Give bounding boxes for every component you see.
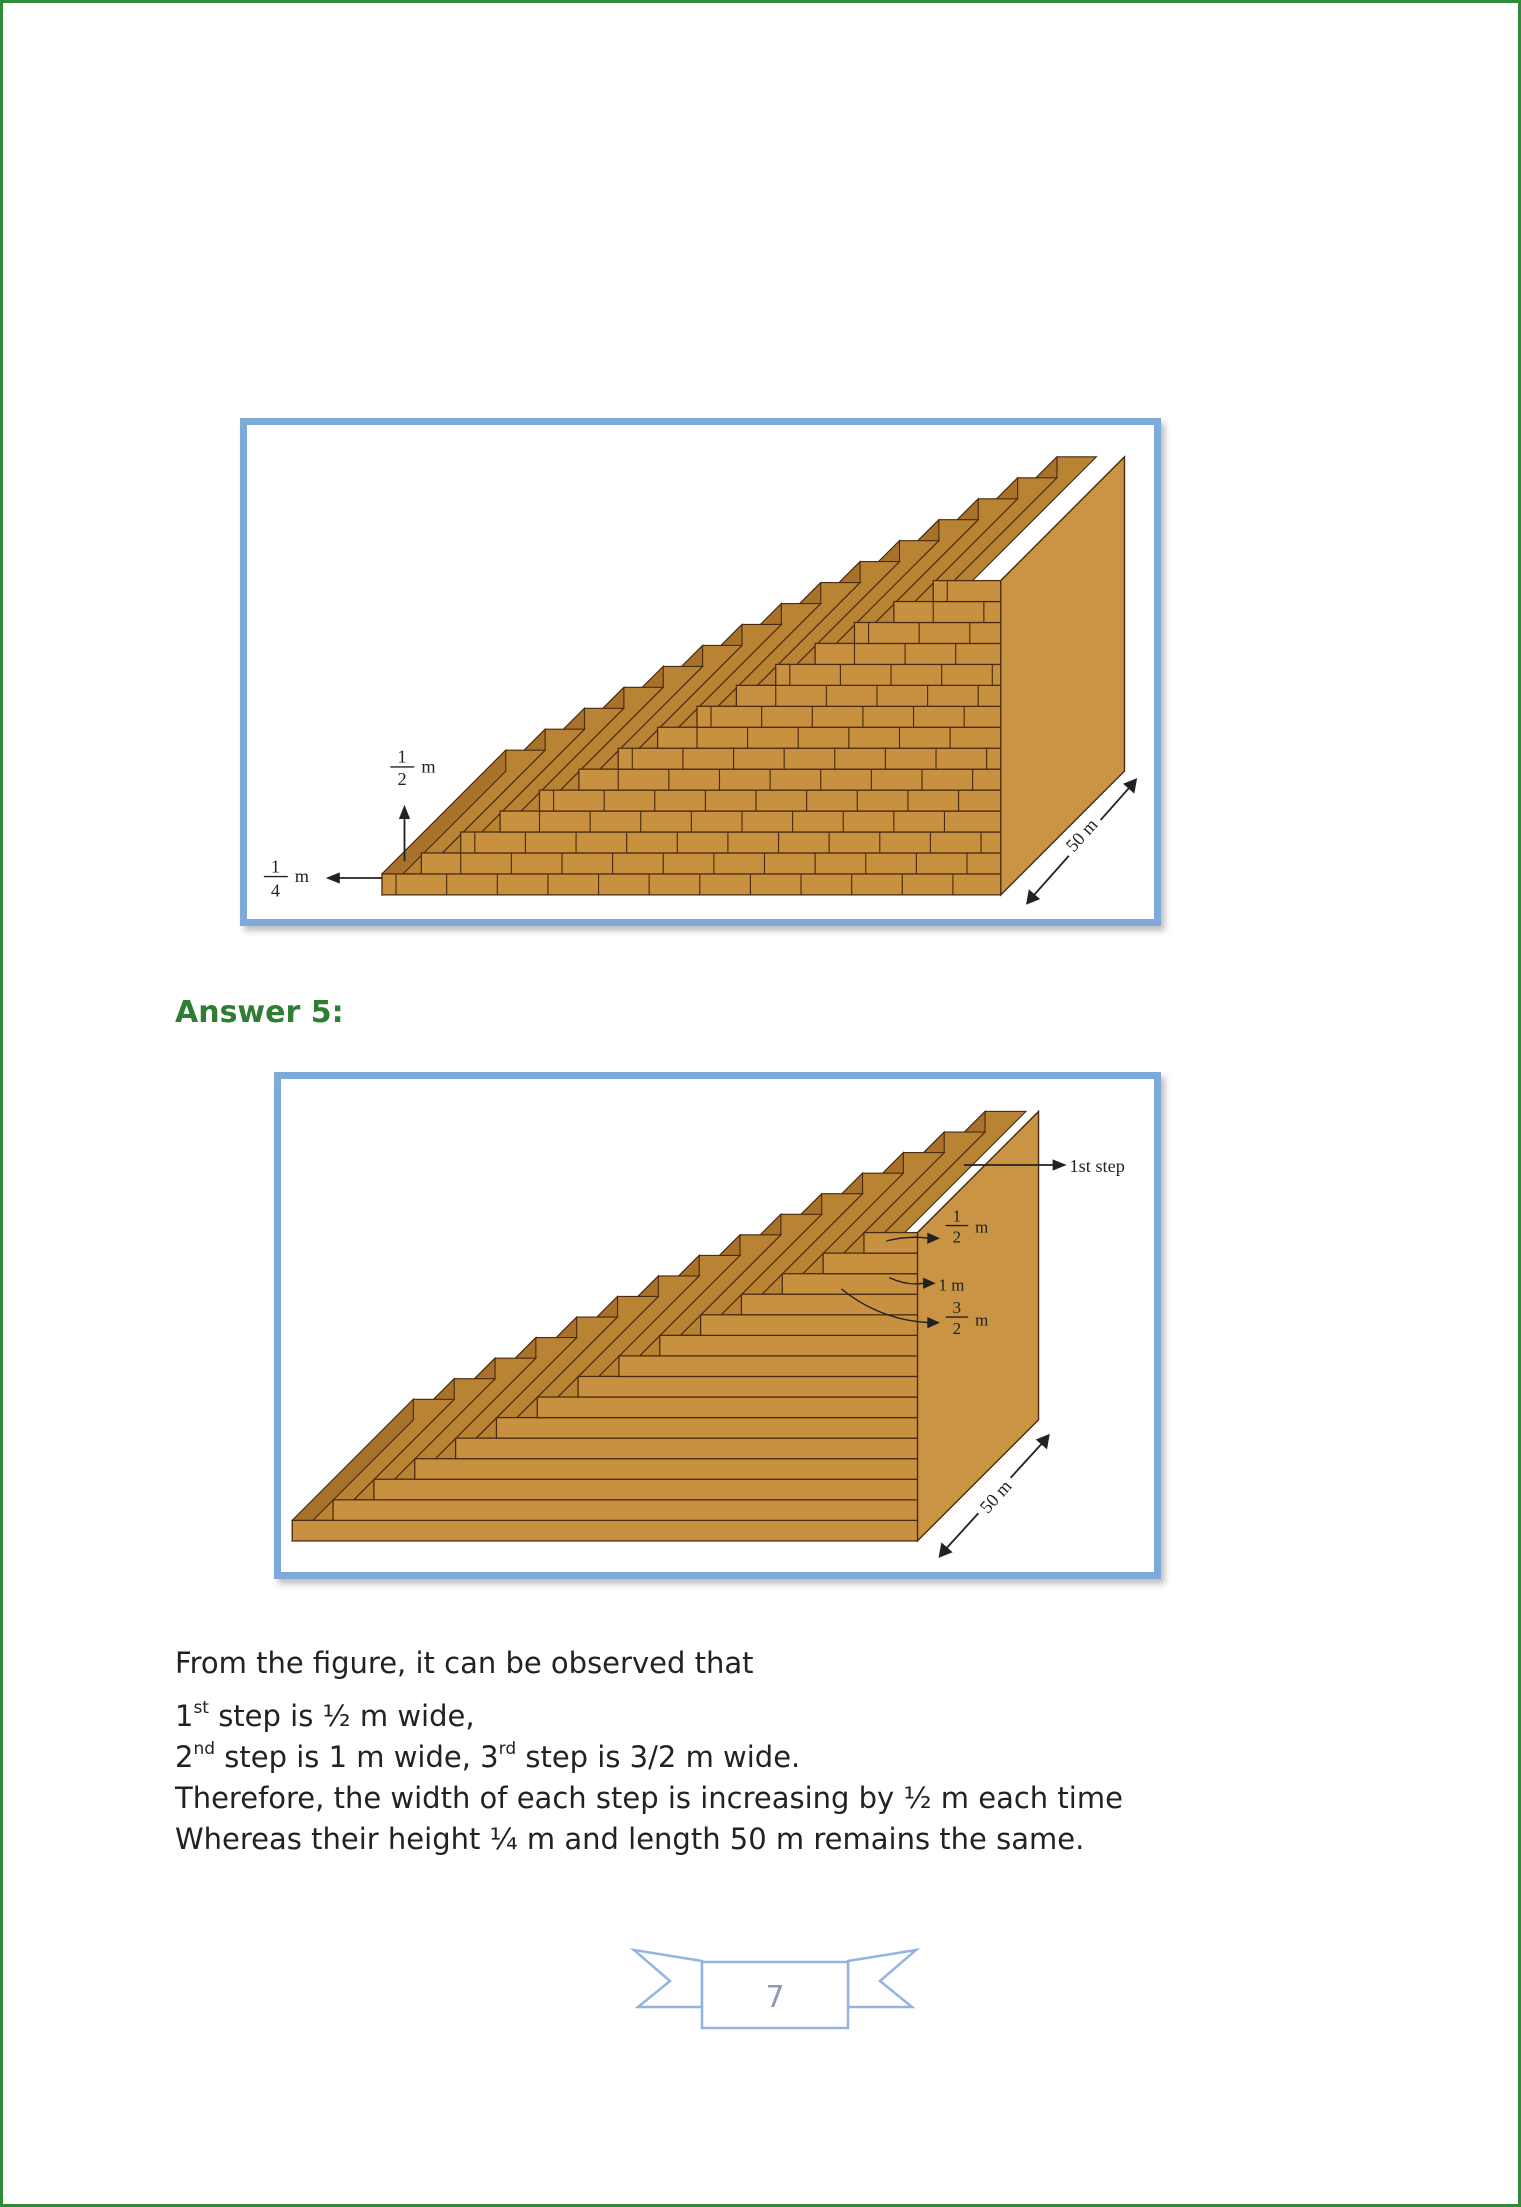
front-row: [933, 581, 1000, 602]
front-row: [415, 1459, 918, 1480]
length-label: 50 m: [975, 1476, 1016, 1518]
intro-line: From the figure, it can be observed that: [175, 1646, 754, 1680]
staircase-steps-drawing: [281, 1079, 1154, 1572]
svg-text:1 m: 1 m: [938, 1275, 965, 1295]
svg-text:m: m: [294, 866, 310, 887]
front-row: [619, 1356, 918, 1377]
page-number-banner: [630, 1945, 920, 2037]
front-row: [660, 1335, 918, 1356]
front-row: [701, 1315, 918, 1336]
front-row: [500, 811, 1001, 832]
front-row: [854, 623, 1000, 644]
answer-heading: Answer 5:: [175, 995, 344, 1030]
front-row: [823, 1253, 917, 1274]
ordinal-suffix: nd: [193, 1739, 216, 1759]
whereas-line: Whereas their height ¼ m and length 50 m remains the same.: [175, 1822, 1085, 1856]
svg-text:4: 4: [270, 880, 281, 901]
ordinal-suffix: rd: [498, 1739, 517, 1759]
line-text: step is ½ m wide,: [208, 1699, 475, 1733]
ordinal-number: 2: [175, 1740, 194, 1774]
svg-text:m: m: [975, 1310, 989, 1330]
svg-text:3: 3: [952, 1297, 962, 1317]
left-arrow-icon: [326, 872, 382, 883]
front-row: [618, 748, 1000, 769]
svg-text:1: 1: [270, 856, 281, 877]
svg-text:2: 2: [952, 1227, 962, 1247]
line-text: step is 1 m wide, 3: [215, 1740, 499, 1774]
front-row: [292, 1520, 917, 1541]
front-row: [741, 1294, 917, 1315]
front-row: [782, 1274, 917, 1295]
svg-text:1st step: 1st step: [1069, 1156, 1125, 1177]
front-row: [382, 874, 1001, 895]
svg-text:2: 2: [397, 769, 407, 790]
half-m-label: [390, 747, 435, 789]
svg-text:2: 2: [952, 1318, 962, 1338]
front-row: [456, 1438, 918, 1459]
ordinal-number: 1: [175, 1699, 194, 1733]
front-row: [539, 790, 1000, 811]
front-row: [815, 643, 1001, 664]
front-row: [579, 769, 1001, 790]
page-number: 7: [765, 1980, 785, 2015]
front-row: [461, 832, 1001, 853]
step1-line: [175, 1696, 1123, 1737]
answer-text: [175, 1643, 1123, 1860]
front-row: [537, 1397, 917, 1418]
step2-line: [175, 1737, 1123, 1778]
front-row: [578, 1376, 917, 1397]
front-row: [333, 1500, 917, 1521]
front-row: [421, 853, 1000, 874]
svg-text:1: 1: [952, 1206, 962, 1226]
front-row: [776, 664, 1001, 685]
front-row: [697, 706, 1001, 727]
front-row: [374, 1479, 918, 1500]
front-row: [496, 1418, 917, 1439]
front-row: [894, 602, 1001, 623]
staircase-brick-drawing: [247, 425, 1154, 919]
front-row: [864, 1233, 918, 1254]
staircase-steps-figure: [274, 1072, 1161, 1579]
quarter-m-label: [264, 856, 309, 900]
front-row: [658, 727, 1001, 748]
ordinal-suffix: st: [193, 1698, 209, 1718]
length-label: 50 m: [1061, 814, 1102, 856]
therefore-line: Therefore, the width of each step is increasing by ½ m each time: [175, 1781, 1123, 1815]
svg-text:1: 1: [397, 746, 407, 767]
svg-text:m: m: [975, 1217, 989, 1237]
line-text: step is 3/2 m wide.: [516, 1740, 801, 1774]
svg-text:m: m: [421, 756, 436, 777]
staircase-brick-figure: [240, 418, 1161, 926]
